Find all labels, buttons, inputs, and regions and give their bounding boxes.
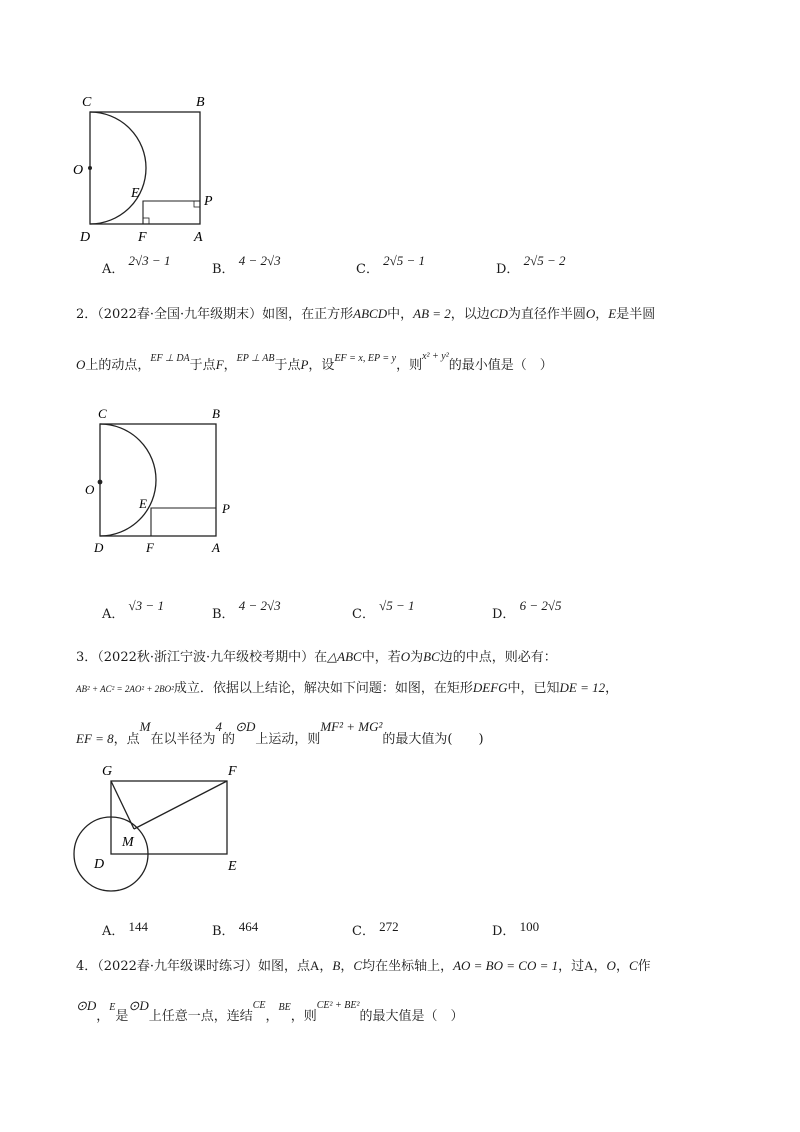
math: 4 (215, 719, 223, 734)
math: B (332, 958, 341, 973)
text: 为直径作半圆 (507, 307, 586, 322)
q1-rect-ef (143, 201, 200, 224)
text: ，点 (113, 732, 140, 747)
math: CD (489, 306, 508, 321)
text: ， (319, 959, 333, 974)
math: MF² + MG² (320, 719, 383, 734)
option-letter: A． (102, 924, 125, 939)
text: ， (605, 681, 619, 696)
option-letter: B． (212, 924, 235, 939)
q3-label-g: G (102, 764, 113, 779)
q1-option-a[interactable] (102, 253, 171, 277)
q1-option-b[interactable] (212, 253, 281, 277)
option-letter: D． (492, 924, 516, 939)
text: ，则 (290, 1009, 317, 1024)
text: 于点 (189, 358, 216, 373)
q1-label-b: B (196, 95, 205, 110)
q2-label-f: F (146, 540, 154, 555)
math: O (400, 649, 411, 664)
option-value: √3 − 1 (128, 598, 164, 613)
q2-semicircle (100, 424, 156, 536)
text: 如图，点 (258, 959, 311, 974)
q4-source: （2022春·九年级课时练习） (97, 959, 258, 974)
option-value: 4 − 2√3 (238, 598, 281, 613)
text: ， (265, 1009, 279, 1024)
option-value: 100 (519, 919, 540, 934)
q3-label-e: E (228, 859, 237, 874)
math: △ABC (327, 649, 362, 664)
q2-label-b: B (212, 406, 220, 421)
math: CE (252, 1000, 266, 1011)
option-value: 2√3 − 1 (128, 253, 171, 268)
option-letter: A． (102, 607, 125, 622)
text: 作 (637, 959, 651, 974)
math: ⊙D (235, 719, 256, 734)
q1-option-d[interactable] (496, 253, 566, 277)
math: O (585, 306, 596, 321)
math: A (584, 958, 594, 973)
math: E (608, 306, 617, 321)
option-letter: C． (352, 924, 375, 939)
text: 在 (314, 650, 328, 665)
option-letter: D． (492, 607, 516, 622)
text: 的最大值为( ) (382, 732, 484, 747)
q2-line1 (76, 303, 655, 322)
option-letter: B． (212, 262, 235, 277)
q3-label-d: D (94, 857, 105, 872)
text: 的 (222, 732, 236, 747)
q2-line2 (76, 351, 553, 373)
math: ABCD (353, 306, 388, 321)
q2-option-d[interactable] (492, 598, 562, 622)
text: 中， (387, 307, 414, 322)
math: ⊙D (128, 998, 149, 1013)
text: 如图，在正方形 (262, 307, 354, 322)
q3-line3 (76, 719, 484, 747)
q1-semicircle (90, 112, 146, 224)
q1-center-point (88, 166, 92, 170)
q1-label-e: E (131, 186, 140, 201)
q1-option-c[interactable] (356, 253, 426, 277)
q2-option-c[interactable] (352, 598, 415, 622)
math: EF = 8 (76, 731, 114, 746)
option-value: √5 − 1 (379, 598, 415, 613)
math: C (628, 958, 638, 973)
text: ， (223, 358, 237, 373)
text: 上的动点， (85, 358, 151, 373)
text: ， (340, 959, 354, 974)
text: 均在坐标轴上， (362, 959, 454, 974)
q3-source: （2022秋·浙江宁波·九年级校考期中） (97, 650, 315, 665)
math: EF ⊥ DA (150, 353, 190, 364)
math: EP ⊥ AB (236, 353, 275, 364)
q2-number: 2． (76, 307, 98, 322)
math: A (310, 958, 320, 973)
q1-label-c: C (82, 95, 92, 110)
math: F (215, 357, 224, 372)
math: CE² + BE² (316, 1000, 360, 1011)
q4-line1 (76, 955, 651, 974)
q1-square (90, 112, 200, 224)
math: AB² + AC² = 2AO² + 2BO² (76, 684, 174, 694)
q1-right-angle-f (143, 218, 149, 224)
text: 的最大值是（ ） (359, 1009, 464, 1024)
math: P (300, 357, 309, 372)
math: ⊙D (76, 998, 97, 1013)
math: C (353, 958, 363, 973)
q2-label-p: P (222, 501, 230, 516)
text: ， (595, 307, 609, 322)
q4-number: 4． (76, 959, 98, 974)
q2-option-b[interactable] (212, 598, 281, 622)
q3-option-c[interactable] (352, 920, 399, 939)
q1-label-p: P (204, 194, 213, 209)
text: 是 (115, 1009, 129, 1024)
q2-label-a: A (212, 540, 220, 555)
option-value: 144 (128, 919, 149, 934)
math: DE = 12 (559, 680, 606, 695)
q2-square (100, 424, 216, 536)
q1-label-d: D (80, 230, 91, 245)
text: ，则 (396, 358, 423, 373)
q1-figure (70, 88, 220, 248)
q1-label-a: A (194, 230, 203, 245)
math: DEFG (472, 680, 508, 695)
q2-option-a[interactable] (102, 598, 164, 622)
text: 的最小值是（ ） (448, 358, 553, 373)
option-letter: B． (212, 607, 235, 622)
q2-source: （2022春·全国·九年级期末） (97, 307, 263, 322)
text: ，以边 (450, 307, 490, 322)
text: 于点 (274, 358, 301, 373)
text: ，设 (308, 358, 335, 373)
q1-label-o: O (73, 163, 84, 178)
text: 在以半径为 (150, 732, 216, 747)
option-letter: A． (102, 262, 125, 277)
math: x² + y² (422, 351, 449, 362)
q3-segment-mf (134, 781, 227, 829)
q2-label-e: E (139, 496, 147, 511)
q3-number: 3． (76, 650, 98, 665)
q3-figure (60, 755, 260, 915)
text: 上任意一点，连结 (148, 1009, 253, 1024)
text: 边的中点，则必有： (439, 650, 557, 665)
option-value: 2√5 − 2 (523, 253, 566, 268)
q3-label-f: F (228, 764, 237, 779)
q3-option-b[interactable] (212, 920, 258, 939)
math: M (139, 719, 151, 734)
math: E (109, 1002, 116, 1013)
q2-center-point (98, 480, 103, 485)
q3-option-d[interactable] (492, 920, 539, 939)
text: 中，若 (361, 650, 401, 665)
option-letter: D． (496, 262, 520, 277)
option-value: 272 (379, 919, 399, 934)
math: O (606, 958, 616, 973)
q2-label-d: D (94, 540, 104, 555)
q3-segment-gm (111, 781, 134, 829)
option-value: 6 − 2√5 (519, 598, 562, 613)
text: 成立．依据以上结论，解决如下问题：如图，在矩形 (173, 681, 473, 696)
q2-label-c: C (98, 406, 107, 421)
text: 中，已知 (507, 681, 560, 696)
text: ， (96, 1009, 110, 1024)
math: BE (278, 1002, 291, 1013)
text: ， (593, 959, 607, 974)
option-letter: C． (352, 607, 375, 622)
option-value: 4 − 2√3 (238, 253, 281, 268)
q2-figure (80, 400, 250, 565)
q1-right-angle-p (194, 201, 200, 207)
q4-line2 (76, 998, 464, 1024)
option-value: 464 (238, 919, 259, 934)
math: AO = BO = CO = 1 (453, 958, 559, 973)
q3-label-m: M (122, 835, 134, 850)
q1-label-f: F (138, 230, 147, 245)
math: O (76, 357, 86, 372)
option-value: 2√5 − 1 (383, 253, 426, 268)
math: BC (423, 649, 440, 664)
text: 是半圆 (616, 307, 656, 322)
text: 上运动，则 (255, 732, 321, 747)
q3-option-a[interactable] (102, 920, 148, 939)
text: ， (615, 959, 629, 974)
text: 为 (410, 650, 424, 665)
q3-line1 (76, 646, 557, 665)
option-letter: C． (356, 262, 379, 277)
math: EF = x, EP = y (334, 353, 397, 364)
text: ，过 (558, 959, 585, 974)
q3-line2 (76, 677, 618, 696)
q2-label-o: O (85, 482, 95, 497)
math: AB = 2 (413, 306, 451, 321)
q2-rect-ef (151, 508, 216, 536)
